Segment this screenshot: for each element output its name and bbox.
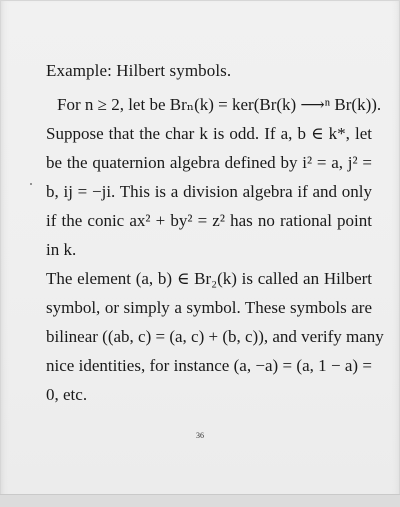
text-line: b, ij = −ji. This is a division algebra if and only bbox=[46, 182, 372, 201]
text-line: nice identities, for instance (a, −a) = (a, 1 − a) = bbox=[46, 356, 372, 375]
body-text bbox=[46, 90, 384, 409]
text-line: be the quaternion algebra defined by i² = a, j² = bbox=[46, 153, 372, 172]
text-line: Suppose that the char k is odd. If a, b ∈ k*, let bbox=[46, 124, 372, 143]
scan-bottom-edge bbox=[0, 494, 400, 507]
text-line: if the conic ax² + by² = z² has no rational point bbox=[46, 211, 372, 230]
scan-speck bbox=[30, 183, 32, 185]
text-line: 0, etc. bbox=[46, 385, 88, 404]
page-number: 36 bbox=[196, 431, 204, 440]
text-line: in k. bbox=[46, 240, 77, 259]
text-line: symbol, or simply a symbol. These symbols are bbox=[46, 298, 372, 317]
text-line: The element (a, b) ∈ Br₂(k) is called an Hilbert bbox=[46, 269, 372, 288]
text-line: For n ≥ 2, let be Brₙ(k) = ker(Br(k) ⟶ⁿ Br(k)). bbox=[57, 95, 382, 114]
text-line: bilinear ((ab, c) = (a, c) + (b, c)), and verify many bbox=[46, 327, 384, 346]
example-heading: Example: Hilbert symbols. bbox=[46, 61, 232, 80]
